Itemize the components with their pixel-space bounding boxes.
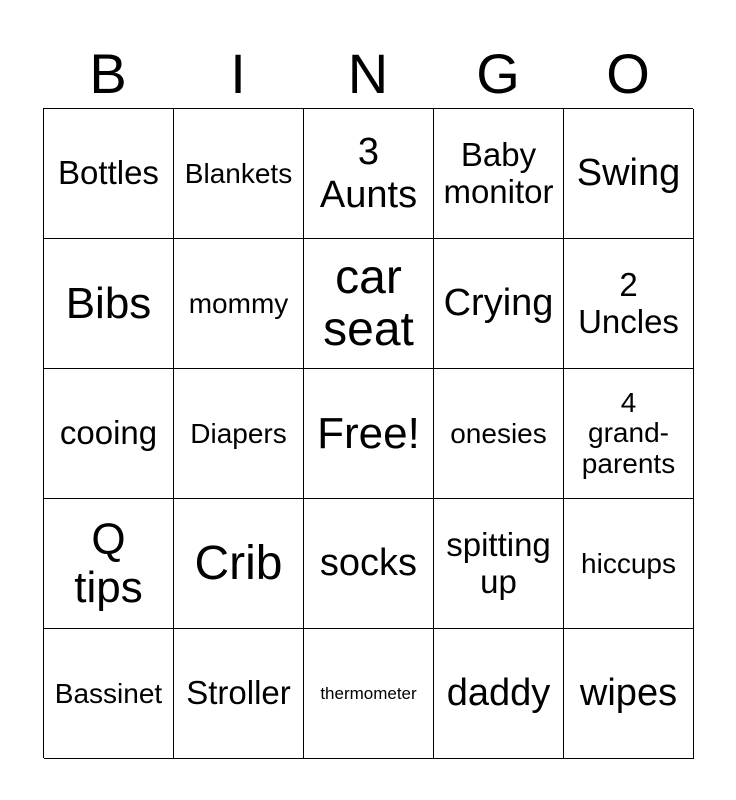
bingo-cell[interactable]: thermometer: [304, 629, 434, 759]
bingo-cell[interactable]: car seat: [304, 239, 434, 369]
bingo-cell[interactable]: Bottles: [44, 109, 174, 239]
bingo-cell[interactable]: Stroller: [174, 629, 304, 759]
bingo-cell[interactable]: Crying: [434, 239, 564, 369]
bingo-cell[interactable]: Free!: [304, 369, 434, 499]
bingo-cell[interactable]: wipes: [564, 629, 694, 759]
bingo-board: [43, 108, 693, 758]
bingo-cell[interactable]: Q tips: [44, 499, 174, 629]
bingo-cell[interactable]: Crib: [174, 499, 304, 629]
bingo-cell[interactable]: 3 Aunts: [304, 109, 434, 239]
bingo-cell[interactable]: Bassinet: [44, 629, 174, 759]
bingo-cell[interactable]: cooing: [44, 369, 174, 499]
bingo-cell[interactable]: 2 Uncles: [564, 239, 694, 369]
bingo-cell[interactable]: Swing: [564, 109, 694, 239]
bingo-cell[interactable]: hiccups: [564, 499, 694, 629]
bingo-header: [43, 40, 693, 108]
header-letter-g: G: [476, 42, 520, 105]
bingo-cell[interactable]: mommy: [174, 239, 304, 369]
bingo-cell[interactable]: socks: [304, 499, 434, 629]
bingo-cell[interactable]: 4 grand- parents: [564, 369, 694, 499]
header-letter-n: N: [347, 42, 389, 105]
header-letter-b: B: [89, 42, 127, 105]
bingo-cell[interactable]: Blankets: [174, 109, 304, 239]
header-letter-o: O: [606, 42, 650, 105]
bingo-cell[interactable]: Diapers: [174, 369, 304, 499]
bingo-cell[interactable]: onesies: [434, 369, 564, 499]
bingo-cell[interactable]: Bibs: [44, 239, 174, 369]
bingo-cell[interactable]: Baby monitor: [434, 109, 564, 239]
bingo-cell[interactable]: daddy: [434, 629, 564, 759]
header-letter-i: I: [230, 42, 246, 105]
bingo-cell[interactable]: spitting up: [434, 499, 564, 629]
